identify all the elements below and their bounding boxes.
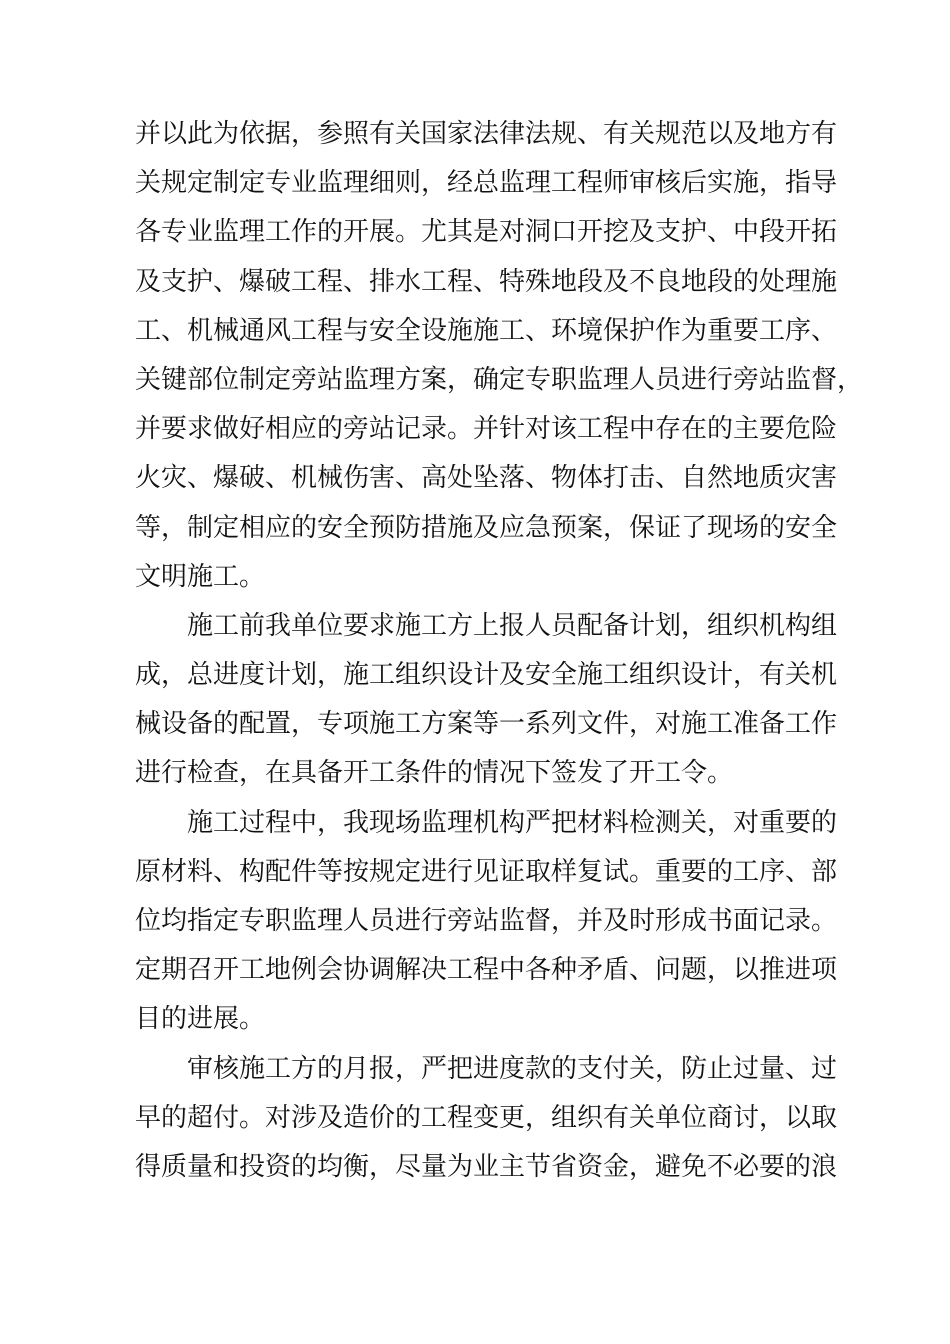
text-line: 关键部位制定旁站监理方案，确定专职监理人员进行旁站监督， [135, 364, 864, 395]
text-line: 施工过程中，我现场监理机构严把材料检测关，对重要的 [187, 807, 838, 838]
text-line: 早的超付。对涉及造价的工程变更，组织有关单位商讨，以取 [135, 1102, 838, 1133]
text-line: 关规定制定专业监理细则，经总监理工程师审核后实施，指导 [135, 168, 838, 199]
paragraph-4 [135, 1045, 838, 1193]
text-line: 成，总进度计划，施工组织设计及安全施工组织设计，有关机 [135, 660, 838, 691]
paragraph-3 [135, 799, 838, 1045]
text-line: 文明施工。 [135, 561, 266, 592]
text-line: 位均指定专职监理人员进行旁站监督，并及时形成书面记录。 [135, 906, 838, 936]
text-line: 火灾、爆破、机械伤害、高处坠落、物体打击、自然地质灾害 [135, 463, 838, 494]
document-body [135, 110, 864, 1192]
text-line: 得质量和投资的均衡，尽量为业主节省资金，避免不必要的浪 [135, 1151, 838, 1182]
text-line: 进行检查，在具备开工条件的情况下签发了开工令。 [135, 758, 734, 789]
text-line: 等，制定相应的安全预防措施及应急预案，保证了现场的安全 [135, 512, 838, 543]
text-line: 原材料、构配件等按规定进行见证取样复试。重要的工序、部 [135, 856, 838, 887]
text-line: 各专业监理工作的开展。尤其是对洞口开挖及支护、中段开拓 [135, 217, 838, 248]
text-line: 工、机械通风工程与安全设施施工、环境保护作为重要工序、 [135, 315, 838, 346]
text-line: 并要求做好相应的旁站记录。并针对该工程中存在的主要危险 [135, 414, 838, 445]
paragraph-1 [135, 110, 864, 602]
text-line: 械设备的配置，专项施工方案等一系列文件，对施工准备工作 [135, 709, 838, 740]
text-line: 并以此为依据，参照有关国家法律法规、有关规范以及地方有 [135, 119, 838, 149]
paragraph-2 [135, 602, 838, 799]
text-line: 定期召开工地例会协调解决工程中各种矛盾、问题，以推进项 [135, 955, 838, 986]
text-line: 目的进展。 [135, 1004, 266, 1035]
text-line: 审核施工方的月报，严把进度款的支付关，防止过量、过 [187, 1053, 838, 1084]
text-line: 及支护、爆破工程、排水工程、特殊地段及不良地段的处理施 [135, 266, 838, 297]
text-line: 施工前我单位要求施工方上报人员配备计划，组织机构组 [187, 610, 838, 641]
